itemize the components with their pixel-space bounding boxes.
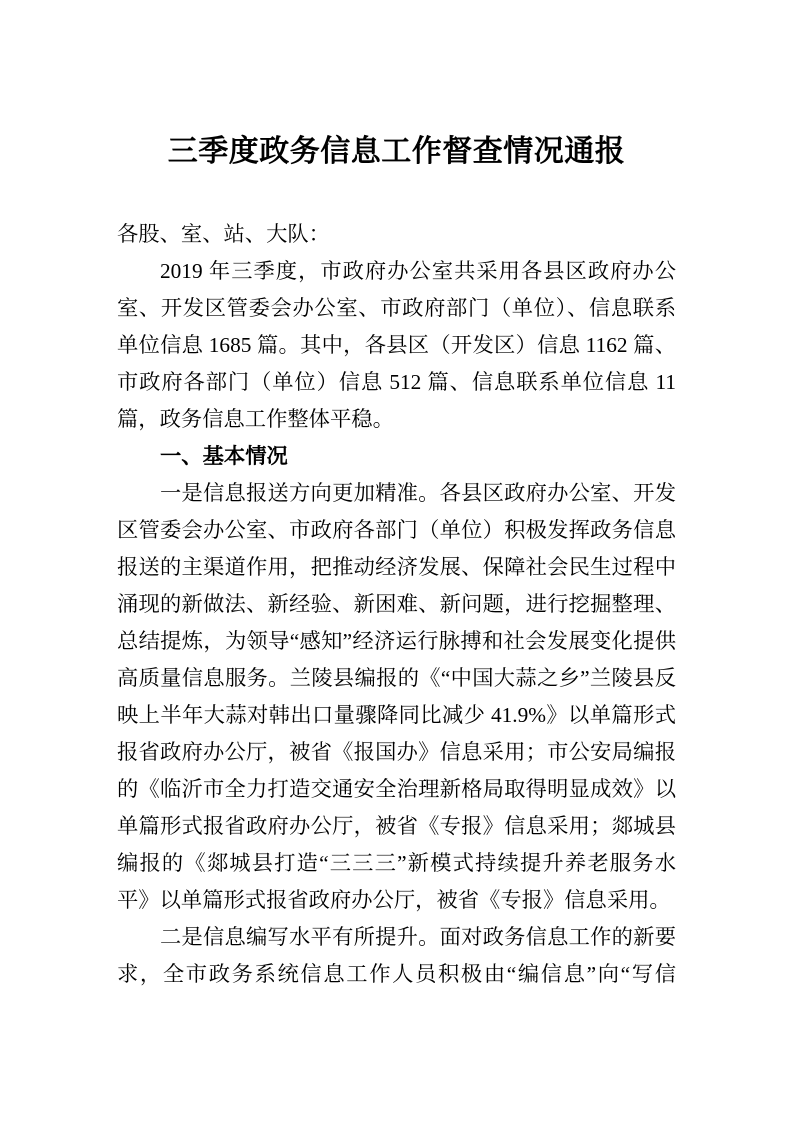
salutation-line: 各股、室、站、大队： [117,222,330,246]
paragraph-point-1: 一是信息报送方向更加精准。各县区政府办公室、开发区管委会办公室、市政府各部门（单位）积极发挥政务信息报送的主渠道作用，把推动经济发展、保障社会民生过程中涌现的新做法、新经验、新困难、新问题，进行挖掘整理、总结提炼，为领导“感知”经济运行脉搏和社会发展变化提供高质量信息服务。兰陵县编报的《“中国大蒜之乡”兰陵县反映上半年大蒜对韩出口量骤降同比减少 41.9%》以单篇形式报省政府办公厅，被省《报国办》信息采用；市公安局编报的《临沂市全力打造交通安全治理新格局取得明显成效》以单篇形式报省政府办公厅，被省《专报》信息采用；郯城县编报的《郯城县打造“三三三”新模式持续提升养老服务水平》以单篇形式报省政府办公厅，被省《专报》信息采用。 [117,481,676,912]
document-title: 三季度政务信息工作督查情况通报 [167,135,626,168]
intro-paragraph: 2019 年三季度，市政府办公室共采用各县区政府办公室、开发区管委会办公室、市政府部门（单位）、信息联系单位信息 1685 篇。其中，各县区（开发区）信息 1162 篇、市政府各部门（单位）信息 512 篇、信息联系单位信息 11 篇，政务信息工作整体平稳。 [117,259,676,431]
section-heading-basic-situation: 一、基本情况 [160,444,288,468]
paragraph-point-2-truncated: 二是信息编写水平有所提升。面对政务信息工作的新要求，全市政务系统信息工作人员积极由“编信息”向“写信 [117,925,676,986]
